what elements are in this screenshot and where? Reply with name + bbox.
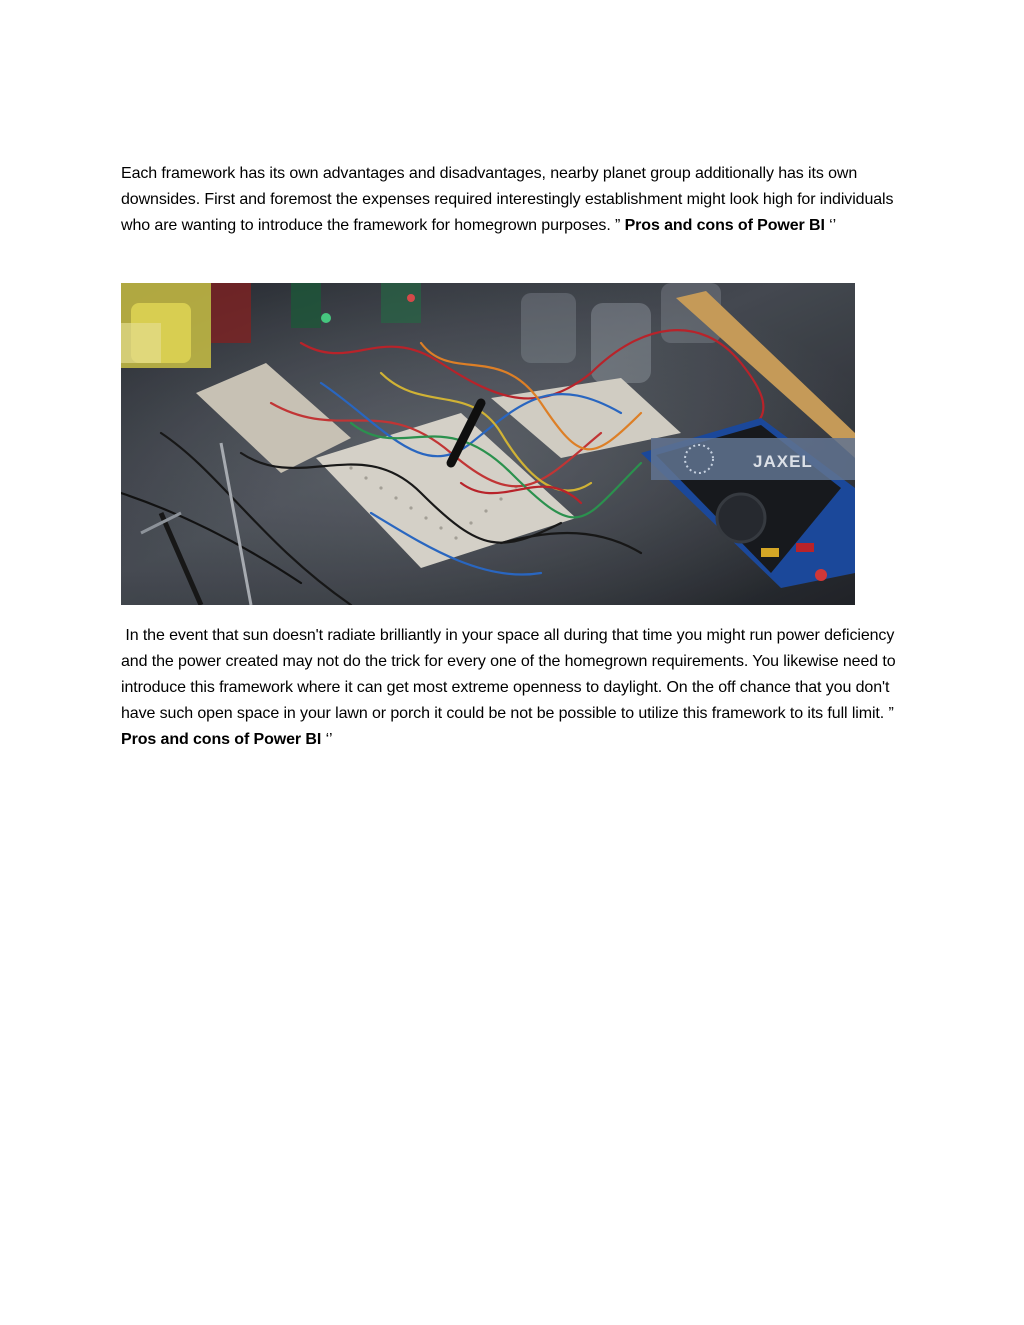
paragraph-2 [121,623,901,753]
paragraph-1 [121,161,901,239]
paragraph-1-quote: ‘’ [829,217,837,234]
paragraph-1-text: Each framework has its own advantages and disadvantages, nearby planet group additionally has its own downsides. First and foremost the expenses required interestingly establishment might look high for individuals who are wanting to introduce the framework for homegrown purposes. ” [121,165,894,234]
electronics-photo [121,283,855,605]
paragraph-2-keyword: Pros and cons of Power BI [121,731,322,748]
paragraph-1-keyword: Pros and cons of Power BI [624,217,825,234]
paragraph-2-quote: ‘’ [325,731,333,748]
meter-brand-label: JAXEL [753,452,813,471]
paragraph-2-text: In the event that sun doesn't radiate brilliantly in your space all during that time you might run power deficiency and the power created may not do the trick for every one of the homegrown requirements. You likewise need to introduce this framework where it can get most extreme openness to daylight. On the off chance that you don't have such open space in your lawn or porch it could be not be possible to utilize this framework to its full limit. ” [121,627,896,722]
